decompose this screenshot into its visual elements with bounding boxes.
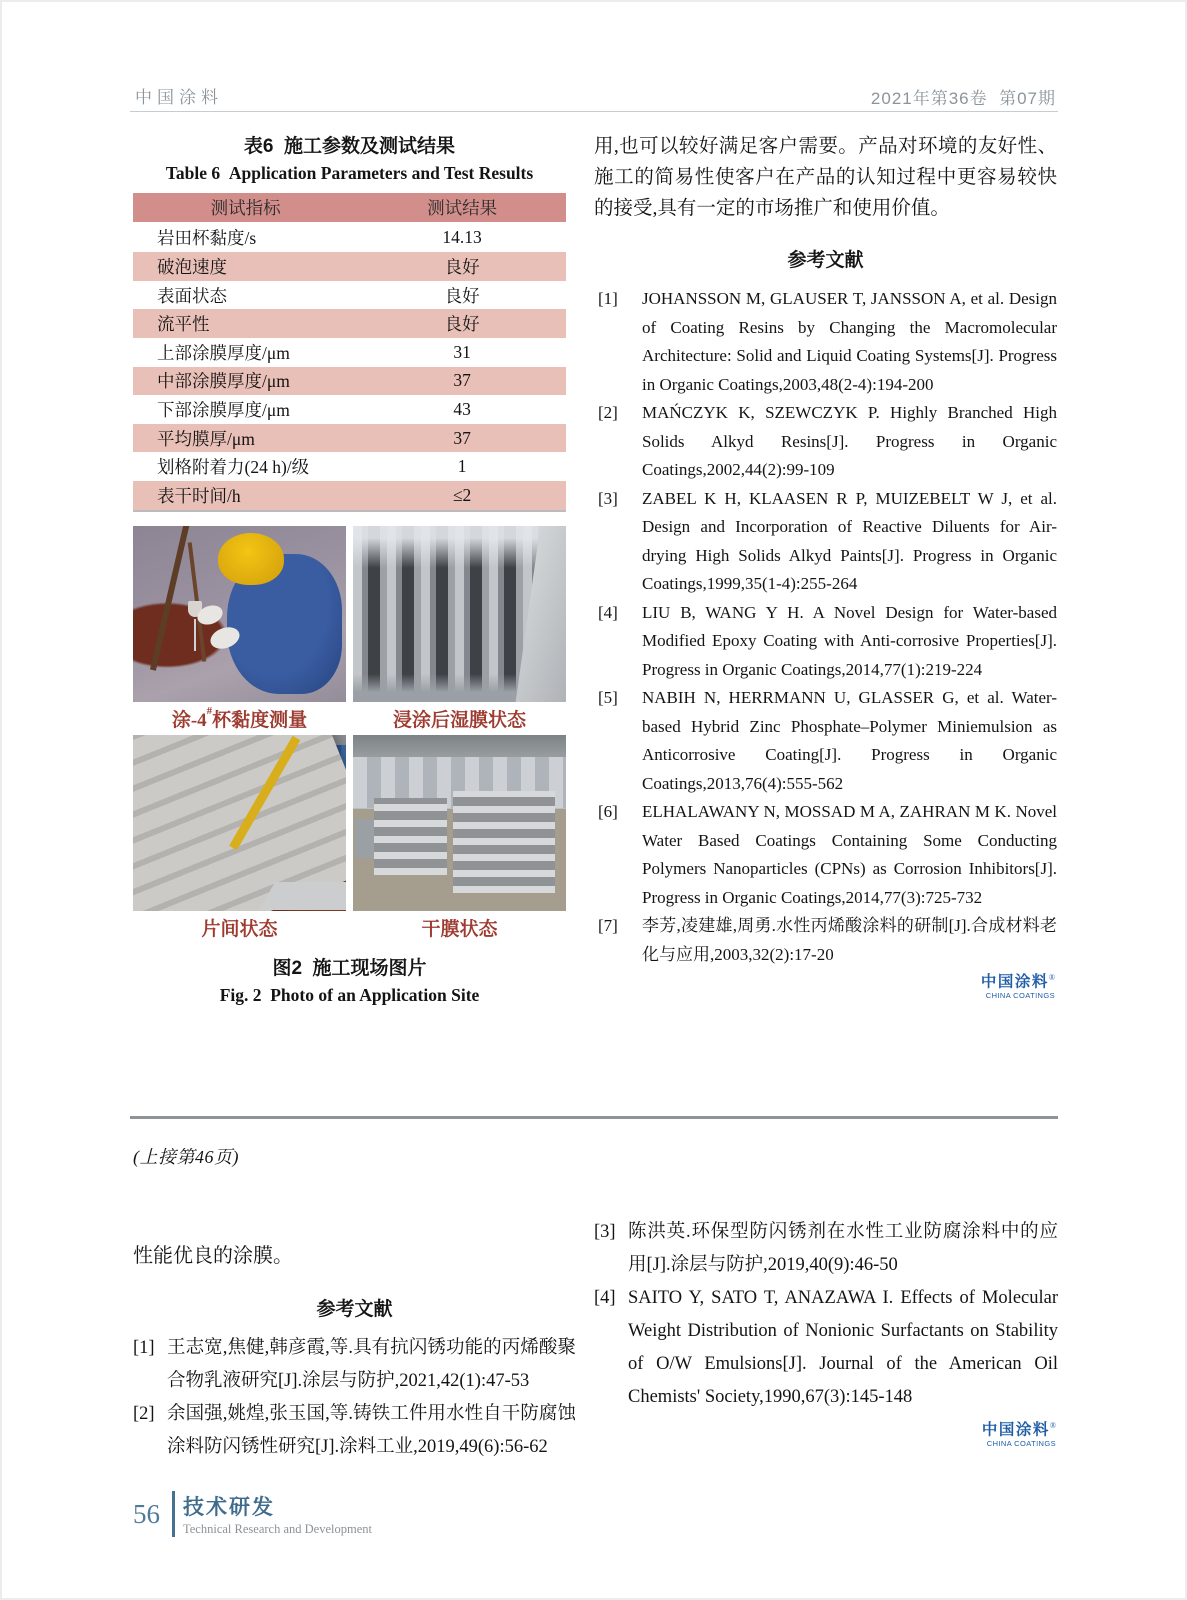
photo-caption-dry-film: 干膜状态 bbox=[421, 918, 498, 940]
header-rule bbox=[130, 111, 1058, 112]
row-value: 43 bbox=[453, 398, 471, 419]
caption-text: 杯黏度测量 bbox=[212, 709, 308, 731]
row-label: 流平性 bbox=[157, 314, 210, 335]
reference-text: LIU B, WANG Y H. A Novel Design for Water-based Modified Epoxy Coating with Anti-corrosive Properties[J]. Progress in Organic Coatings,2014,77(1):219-224 bbox=[642, 602, 1057, 679]
reference-text: 王志宽,焦健,韩彦霞,等.具有抗闪锈功能的丙烯酸聚合物乳液研究[J].涂层与防护,2021,42(1):47-53 bbox=[167, 1338, 576, 1391]
registered-mark-icon: ® bbox=[1049, 1421, 1056, 1430]
article-divider-rule bbox=[130, 1116, 1058, 1119]
table-row bbox=[133, 424, 566, 453]
figure-caption-cn: 图2 施工现场图片 bbox=[272, 957, 427, 979]
table-title-en: Table 6 Application Parameters and Test Results bbox=[165, 163, 534, 183]
caption-text: 涂-4 bbox=[171, 709, 207, 731]
row-value: 37 bbox=[453, 427, 471, 448]
reference-number: [7] bbox=[598, 916, 618, 935]
reference-text: JOHANSSON M, GLAUSER T, JANSSON A, et al. Design of Coating Resins by Changing the Macromolecular Architecture: Solid and Liquid Coating Systems[J]. Progress in Organic Coatings,2003,48(2-4):194-200 bbox=[642, 289, 1057, 394]
continued-body-text: 性能优良的涂膜。 bbox=[133, 1245, 293, 1267]
photo-caption-wet-film: 浸涂后湿膜状态 bbox=[392, 709, 526, 731]
logo-cn-text: 中国涂料 bbox=[980, 973, 1049, 991]
slat-blade-shape bbox=[516, 526, 566, 702]
row-label: 岩田杯黏度/s bbox=[157, 228, 257, 249]
caption-superscript: # bbox=[206, 705, 213, 718]
table-title-cn: 表6 施工参数及测试结果 bbox=[243, 136, 456, 157]
row-label: 平均膜厚/μm bbox=[157, 428, 255, 449]
hard-hat-shape bbox=[218, 533, 284, 585]
reference-item bbox=[594, 399, 1057, 485]
row-label: 划格附着力(24 h)/级 bbox=[157, 457, 310, 478]
bottom-left-column bbox=[133, 1143, 576, 1464]
reference-number: [4] bbox=[594, 1288, 616, 1308]
left-column bbox=[133, 131, 566, 1006]
table-row bbox=[133, 452, 566, 481]
journal-name: 中国涂料 bbox=[135, 88, 223, 107]
reference-number: [3] bbox=[594, 1222, 616, 1242]
body-paragraph: 用,也可以较好满足客户需要。产品对环境的友好性、施工的简易性使客户在产品的认知过程中更容易较快的接受,具有一定的市场推广和使用价值。 bbox=[594, 136, 1057, 219]
reference-number: [5] bbox=[598, 688, 618, 707]
reference-item bbox=[594, 485, 1057, 599]
photo-wet-film-state bbox=[353, 526, 566, 702]
reference-text: 余国强,姚煌,张玉国,等.铸铁工件用水性自干防腐蚀涂料防闪锈性研究[J].涂料工业,2019,49(6):56-62 bbox=[167, 1404, 576, 1457]
reference-item bbox=[594, 1216, 1058, 1282]
row-value: 31 bbox=[453, 341, 471, 362]
table-row bbox=[133, 481, 566, 510]
table-row bbox=[133, 367, 566, 396]
logo-cn-text: 中国涂料 bbox=[981, 1421, 1050, 1439]
reference-number: [4] bbox=[598, 602, 618, 622]
china-coatings-logo bbox=[594, 973, 1057, 1000]
table-header-row bbox=[133, 193, 566, 224]
row-label: 下部涂膜厚度/μm bbox=[157, 399, 290, 420]
row-value: 37 bbox=[453, 370, 471, 391]
table-row bbox=[133, 281, 566, 310]
photo-dry-film-state bbox=[353, 735, 566, 911]
row-value: 良好 bbox=[444, 314, 480, 335]
footer-section bbox=[183, 1491, 372, 1537]
photo-between-sheets-state bbox=[133, 735, 346, 911]
reference-number: [3] bbox=[598, 488, 618, 508]
footer-divider-bar bbox=[172, 1491, 175, 1537]
photo-caption-viscosity bbox=[133, 702, 346, 735]
table-row bbox=[133, 395, 566, 424]
footer bbox=[133, 1491, 372, 1537]
floor-highlight-shape bbox=[258, 882, 346, 910]
reference-text: MAŃCZYK K, SZEWCZYK P. Highly Branched High Solids Alkyd Resins[J]. Progress in Organic Coatings,2002,44(2):99-109 bbox=[642, 403, 1057, 479]
footer-section-en: Technical Research and Development bbox=[183, 1522, 372, 1536]
row-value: ≤2 bbox=[452, 484, 472, 505]
table-row bbox=[133, 224, 566, 253]
table-row bbox=[133, 309, 566, 338]
reference-item bbox=[133, 1332, 576, 1398]
row-label: 表干时间/h bbox=[157, 485, 241, 506]
column-header-result: 测试结果 bbox=[427, 197, 498, 218]
reference-number: [2] bbox=[598, 403, 618, 422]
figure-caption-en: Fig. 2 Photo of an Application Site bbox=[219, 984, 480, 1005]
row-label: 上部涂膜厚度/μm bbox=[157, 342, 290, 363]
reference-number: [1] bbox=[598, 289, 618, 308]
pallet-stack-shape bbox=[453, 791, 555, 893]
paint-drip-shape bbox=[194, 619, 196, 651]
row-label: 表面状态 bbox=[157, 285, 227, 306]
photo-caption-between-sheets: 片间状态 bbox=[201, 918, 278, 940]
reference-item bbox=[594, 599, 1057, 685]
row-value: 1 bbox=[457, 456, 467, 477]
reference-text: NABIH N, HERRMANN U, GLASSER G, et al. Water-based Hybrid Zinc Phosphate–Polymer Miniemulsion as Anticorrosive Coating[J]. Progress in Organic Coatings,2013,76(4):555-562 bbox=[642, 688, 1057, 793]
reference-item bbox=[594, 912, 1057, 969]
page-number: 56 bbox=[133, 1498, 160, 1529]
pallet-stack-shape bbox=[374, 798, 446, 875]
logo-wordmark bbox=[594, 1421, 1056, 1440]
logo-wordmark bbox=[594, 973, 1055, 992]
footer-section-cn: 技术研发 bbox=[183, 1496, 275, 1519]
continuation-note: (上接第46页) bbox=[133, 1147, 239, 1167]
bottom-right-column bbox=[594, 1216, 1058, 1448]
issue-info: 2021年第36卷 第07期 bbox=[870, 89, 1056, 108]
reference-item bbox=[594, 684, 1057, 798]
column-header-indicator: 测试指标 bbox=[210, 197, 281, 218]
reference-number: [1] bbox=[133, 1338, 155, 1358]
china-coatings-logo bbox=[594, 1421, 1058, 1448]
reference-item bbox=[594, 285, 1057, 399]
logo-en-text: CHINA COATINGS bbox=[985, 990, 1055, 1000]
logo-en-text: CHINA COATINGS bbox=[986, 1438, 1056, 1448]
table-row bbox=[133, 338, 566, 367]
row-value: 14.13 bbox=[442, 227, 482, 248]
reference-text: SAITO Y, SATO T, ANAZAWA I. Effects of Molecular Weight Distribution of Nonionic Surfactants on Stability of O/W Emulsions[J]. Journal of the American Oil Chemists' Society,1990,67(3):145-148 bbox=[628, 1288, 1058, 1407]
reference-item bbox=[133, 1398, 576, 1464]
roof-beam-shape bbox=[353, 735, 566, 758]
references-heading: 参考文献 bbox=[787, 250, 864, 271]
reference-item bbox=[594, 1282, 1058, 1414]
reference-number: [2] bbox=[133, 1404, 155, 1424]
reference-text: 李芳,凌建雄,周勇.水性丙烯酸涂料的研制[J].合成材料老化与应用,2003,32(2):17-20 bbox=[642, 916, 1057, 964]
row-value: 良好 bbox=[444, 285, 480, 306]
references-heading: 参考文献 bbox=[316, 1299, 393, 1320]
row-value: 良好 bbox=[444, 256, 480, 277]
table-row bbox=[133, 252, 566, 281]
reference-number: [6] bbox=[598, 802, 618, 821]
reference-item bbox=[594, 798, 1057, 912]
row-label: 中部涂膜厚度/μm bbox=[157, 371, 290, 392]
photo-viscosity-measurement bbox=[133, 526, 346, 702]
reference-text: ZABEL K H, KLAASEN R P, MUIZEBELT W J, et al. Design and Incorporation of Reactive Diluents for Air-drying High Solids Alkyd Paints[J]. Progress in Organic Coatings,1999,35(1-4):255-264 bbox=[642, 488, 1057, 593]
tripod-rod-shape bbox=[150, 526, 190, 671]
reference-text: ELHALAWANY N, MOSSAD M A, ZAHRAN M K. Novel Water Based Coatings Containing Some Conducting Polymers Nanoparticles (CPNs) as Corrosion Inhibitors[J]. Progress in Organic Coatings,2014,77(3):725-732 bbox=[642, 802, 1057, 907]
pallet-stack-shape bbox=[355, 819, 374, 858]
registered-mark-icon: ® bbox=[1048, 973, 1055, 982]
reference-text: 陈洪英.环保型防闪锈剂在水性工业防腐涂料中的应用[J].涂层与防护,2019,40(9):46-50 bbox=[628, 1222, 1058, 1275]
row-label: 破泡速度 bbox=[157, 256, 227, 277]
parameters-table bbox=[133, 193, 566, 512]
right-column bbox=[594, 131, 1057, 1000]
figure-photo-grid bbox=[133, 526, 566, 944]
